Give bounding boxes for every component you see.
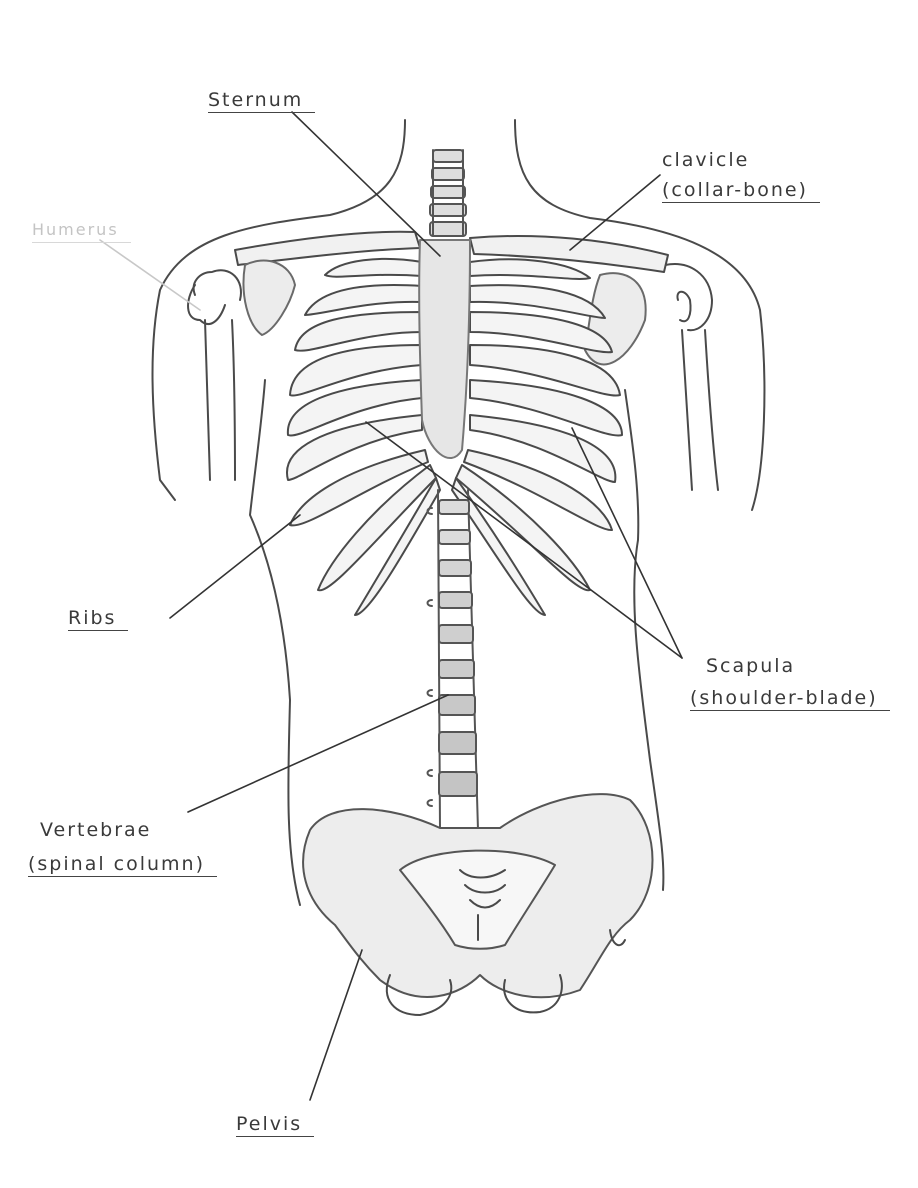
vertebrae-leader [188,695,448,812]
humerus-label: Humerus [32,218,131,243]
pelvis-label: Pelvis [236,1112,314,1137]
vertebrae-sublabel: (spinal column) [28,852,217,877]
clavicle-sublabel: (collar-bone) [662,178,820,203]
scapula-sublabel: (shoulder-blade) [690,686,890,711]
vertebral-column [428,490,479,830]
vertebrae-label: Vertebrae [40,819,152,841]
humerus-left [188,270,241,480]
ribs-left [287,259,440,615]
ribs-label: Ribs [68,606,128,631]
humerus-leader [100,240,200,310]
clavicle-label: clavicle [662,149,750,171]
humerus-right [665,264,718,490]
clavicle-leader [570,175,660,250]
pelvis [303,794,652,1015]
pelvis-leader [310,950,362,1100]
ribs-right [452,259,622,615]
ribs-leader [170,515,300,618]
cervical-vertebrae [430,150,466,236]
sternum [419,240,470,458]
scapula-leader-2 [572,428,682,658]
sternum-label: Sternum [208,88,315,113]
scapula-label: Scapula [706,655,796,677]
